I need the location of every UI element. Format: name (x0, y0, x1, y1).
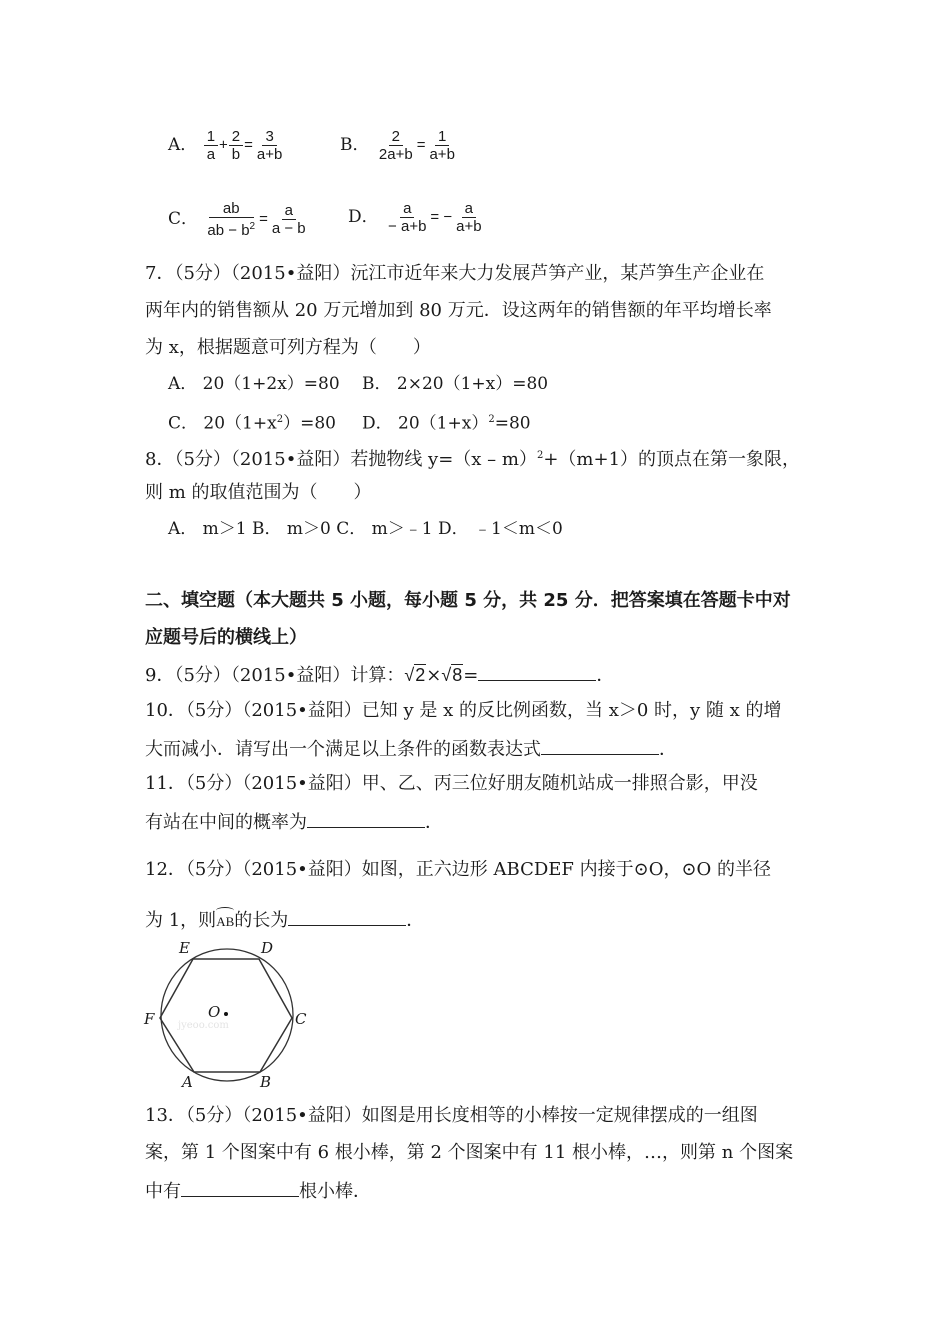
times-sign: × (426, 665, 442, 686)
q6-option-b (340, 128, 459, 163)
q7-line-3: 为 x，根据题意可列方程为（ ） (145, 337, 431, 358)
equals-sign: = (416, 136, 426, 154)
q13-line-1: 13．（5分）（2015•益阳）如图是用长度相等的小棒按一定规律摆成的一组图 (145, 1105, 758, 1126)
arc-ab: AB (216, 910, 234, 934)
text: 中有 (145, 1181, 181, 1202)
sqrt-expression: √2 (404, 665, 426, 685)
fraction (385, 200, 429, 235)
text: 大而减小．请写出一个满足以上条件的函数表达式 (145, 739, 541, 760)
fraction (254, 128, 285, 163)
option-label: D． (348, 207, 379, 227)
equals-sign: = (244, 136, 253, 154)
text: 根小棒． (299, 1181, 371, 1202)
answer-blank[interactable] (541, 736, 659, 755)
exponent: 2 (249, 221, 256, 232)
denominator: 2a+b (378, 146, 413, 163)
radicand: 8 (452, 665, 463, 685)
label-f: F (144, 1010, 155, 1028)
equals-minus-sign: = − (430, 208, 453, 226)
q10-line-1: 10．（5分）（2015•益阳）已知 y 是 x 的反比例函数，当 x＞0 时，y 随 x 的增 (145, 700, 782, 721)
answer-blank[interactable] (307, 809, 425, 828)
denominator-base: ab − b (207, 222, 250, 239)
text: 9．（5分）（2015•益阳）计算： (145, 665, 405, 686)
q13-line-3 (145, 1178, 371, 1204)
q6-option-c (168, 200, 310, 239)
denominator: a (206, 146, 216, 163)
text: ． (425, 812, 443, 833)
q11-line-2 (145, 809, 443, 835)
plus-sign: + (219, 136, 228, 154)
numerator: 3 (262, 128, 276, 146)
numerator: 2 (389, 128, 403, 146)
fraction (229, 128, 243, 163)
fraction (204, 200, 258, 239)
text: 的长为 (234, 910, 289, 931)
fraction (204, 128, 218, 163)
q11-line-1: 11．（5分）（2015•益阳）甲、乙、丙三位好朋友随机站成一排照合影，甲没 (145, 773, 758, 794)
text: C． 20（1+x (168, 413, 277, 434)
label-d: D (261, 939, 274, 957)
watermark: jyeoo.com (178, 1020, 229, 1031)
fraction (426, 128, 457, 163)
numerator: a (282, 202, 296, 220)
q9-line (145, 662, 614, 688)
q12-line-2 (145, 907, 424, 934)
denominator: b (231, 146, 241, 163)
q7-option-b: B． 2×20（1+x）=80 (362, 374, 549, 394)
q8-options: A． m＞1 B． m＞0 C． m＞﹣1 D． ﹣1＜m＜0 (168, 519, 563, 539)
numerator: 1 (435, 128, 449, 146)
text: 为 1，则 (145, 910, 217, 931)
denominator: a+b (256, 146, 283, 163)
text: 8．（5分）（2015•益阳）若抛物线 y=（x – m） (145, 449, 537, 470)
q13-line-2: 案，第 1 个图案中有 6 根小棒，第 2 个图案中有 11 根小棒，…，则第 n 个图案 (145, 1142, 794, 1163)
label-a: A (182, 1073, 193, 1091)
label-o: O (208, 1003, 221, 1021)
exponent: 2 (488, 414, 495, 425)
label-e: E (179, 939, 190, 957)
exponent: 2 (536, 450, 544, 461)
radicand: 2 (415, 665, 426, 685)
q6-option-d (348, 200, 486, 235)
denominator (204, 218, 258, 239)
text: ． (596, 665, 615, 686)
text: D． 20（1+x） (362, 413, 489, 434)
answer-blank[interactable] (288, 907, 406, 926)
label-c: C (295, 1010, 307, 1028)
hexagon-figure (140, 935, 320, 1095)
q7-line-2: 两年内的销售额从 20 万元增加到 80 万元．设这两年的销售额的年平均增长率 (145, 300, 772, 321)
option-label: B． (340, 135, 370, 155)
q7-option-c (168, 408, 336, 436)
denominator: a+b (429, 146, 455, 163)
sqrt-expression: √8 (441, 665, 463, 685)
label-b: B (260, 1073, 272, 1091)
q8-line-2: 则 m 的取值范围为（ ） (145, 482, 372, 503)
numerator: 1 (204, 128, 218, 146)
equals-sign: = (259, 210, 268, 228)
denominator: a+b (456, 218, 482, 235)
numerator: 2 (229, 128, 243, 146)
text: =80 (494, 413, 531, 434)
fraction (376, 128, 416, 163)
numerator: a (400, 200, 414, 218)
option-label: A． (168, 135, 198, 155)
q7-line-1: 7．（5分）（2015•益阳）沅江市近年来大力发展芦笋产业，某芦笋生产企业在 (145, 263, 765, 284)
denominator: − a+b (388, 218, 427, 235)
numerator: a (462, 200, 476, 218)
denominator: a − b (271, 220, 306, 237)
text: 有站在中间的概率为 (145, 812, 307, 833)
numerator: ab (209, 200, 254, 218)
text: +（m+1）的顶点在第一象限， (543, 449, 801, 470)
answer-blank[interactable] (478, 662, 596, 681)
q7-option-a: A． 20（1+2x）=80 (168, 374, 340, 394)
fraction (453, 200, 484, 235)
section-heading-line-2: 应题号后的横线上） (145, 627, 307, 648)
q8-line-1 (145, 444, 800, 472)
text: ）=80 (283, 413, 336, 434)
exponent: 2 (276, 414, 284, 425)
q12-line-1: 12．（5分）（2015•益阳）如图，正六边形 ABCDEF 内接于⊙O，⊙O 的半径 (145, 859, 772, 880)
answer-blank[interactable] (181, 1178, 299, 1197)
text: ． (659, 739, 677, 760)
section-heading-line-1: 二、填空题（本大题共 5 小题，每小题 5 分，共 25 分．把答案填在答题卡中对 (145, 590, 791, 611)
text: ． (406, 910, 425, 931)
q10-line-2 (145, 736, 677, 762)
q7-option-d (362, 408, 531, 436)
option-label: C． (168, 209, 199, 229)
equals-sign: = (463, 665, 479, 686)
q6-option-a (168, 128, 286, 163)
hexagon-in-circle-diagram (140, 935, 320, 1095)
fraction (269, 202, 309, 237)
